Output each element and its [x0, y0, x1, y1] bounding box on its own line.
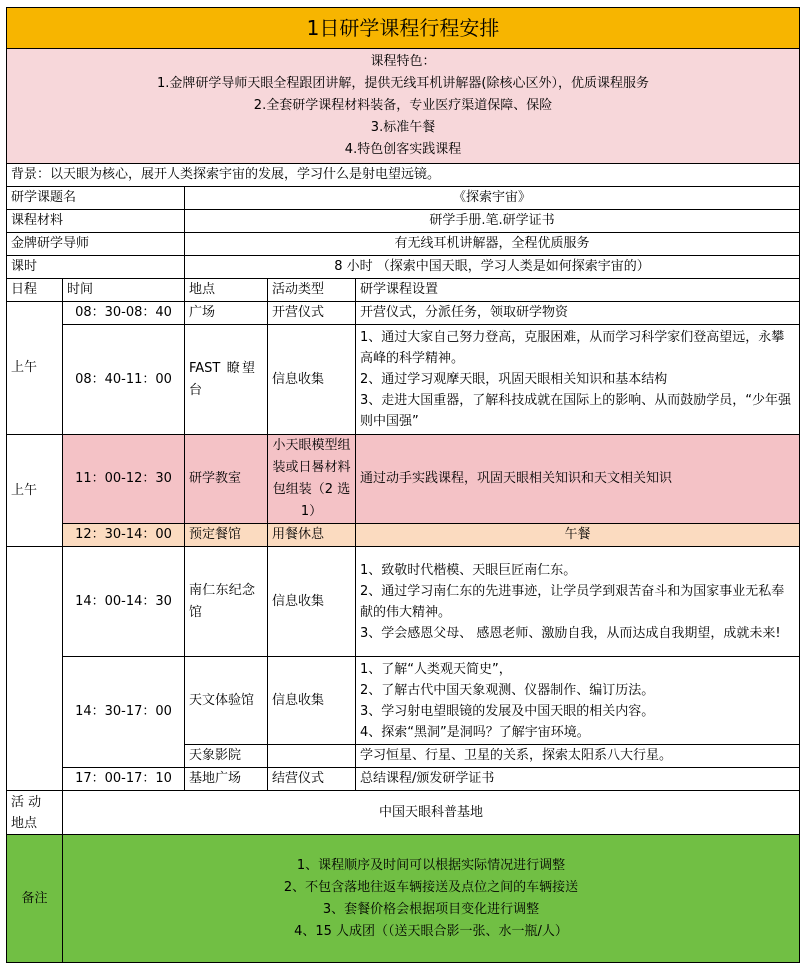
section-morning: 上午: [7, 435, 63, 547]
type-cell: 信息收集: [268, 657, 356, 745]
type-cell: 信息收集: [268, 547, 356, 657]
note-item: 4、15 人成团（（送天眼合影一张、水一瓶/人）: [294, 923, 568, 939]
header-row: [7, 279, 800, 302]
notes-row: [7, 835, 800, 963]
content-cell: [356, 657, 800, 745]
page-title: 1日研学课程行程安排: [7, 8, 800, 49]
place-cell: [185, 547, 268, 657]
feature-item: 3.标准午餐: [370, 120, 436, 135]
time-cell: 14：00-14：30: [63, 547, 185, 657]
time-cell: 11：00-12：30: [63, 435, 185, 524]
place-cell: 研学教室: [185, 435, 268, 524]
place-cell: 天象影院: [185, 745, 268, 768]
type-cell: 小天眼模型组装或日晷材料包组装（2 选 1）: [268, 435, 356, 524]
table-row: [7, 435, 800, 524]
content-cell: 午餐: [356, 524, 800, 547]
content-cell: 开营仪式，分派任务，领取研学物资: [356, 302, 800, 325]
header-place: 地点: [185, 279, 268, 302]
table-row: [7, 302, 800, 325]
feature-item: 4.特色创客实践课程: [344, 142, 462, 157]
content-line: 3、走进大国重器，了解科技成就在国际上的影响、从而鼓励学员，“少年强则中国强”: [360, 393, 792, 429]
info-label: 金牌研学导师: [7, 233, 185, 256]
content-line: 1、了解“人类观天简史”，: [360, 661, 512, 677]
info-value: 《探索宇宙》: [185, 187, 800, 210]
place-text: FAST 瞭望台: [189, 360, 255, 398]
note-item: 3、套餐价格会根据项目变化进行调整: [322, 901, 540, 917]
content-line: 3、学会感恩父母、 感恩老师、激励自我，从而达成自我期望，成就未来!: [360, 625, 781, 641]
course-features: [7, 49, 800, 164]
type-cell: 结营仪式: [268, 768, 356, 791]
type-cell: 开营仪式: [268, 302, 356, 325]
place-cell: 广场: [185, 302, 268, 325]
table-row: [7, 768, 800, 791]
header-type: 活动类型: [268, 279, 356, 302]
header-time: 时间: [63, 279, 185, 302]
schedule-table: [6, 7, 800, 963]
time-cell: 17：00-17：10: [63, 768, 185, 791]
info-label: 研学课题名: [7, 187, 185, 210]
place-cell: 基地广场: [185, 768, 268, 791]
content-cell: [356, 547, 800, 657]
content-cell: 通过动手实践课程，巩固天眼相关知识和天文相关知识: [356, 435, 800, 524]
place-cell: 预定餐馆: [185, 524, 268, 547]
time-cell: 08：30-08：40: [63, 302, 185, 325]
venue-value: 中国天眼科普基地: [63, 791, 800, 835]
info-value: 8 小时 （探索中国天眼，学习人类是如何探索宇宙的）: [185, 256, 800, 279]
venue-row: [7, 791, 800, 835]
venue-label: 活 动 地点: [7, 791, 63, 835]
time-cell: 12：30-14：00: [63, 524, 185, 547]
type-cell: 信息收集: [268, 325, 356, 435]
info-label: 课时: [7, 256, 185, 279]
type-cell: [268, 745, 356, 768]
content-cell: 学习恒星、行星、卫星的关系，探索太阳系八大行星。: [356, 745, 800, 768]
table-row: [7, 657, 800, 745]
info-label: 课程材料: [7, 210, 185, 233]
content-line: 3、学习射电望眼镜的发展及中国天眼的相关内容。: [360, 703, 655, 719]
notes-content: [63, 835, 800, 963]
notes-label: 备注: [7, 835, 63, 963]
note-item: 1、课程顺序及时间可以根据实际情况进行调整: [296, 857, 566, 873]
table-row: [7, 325, 800, 435]
background-text: 背景：以天眼为核心，展开人类探索宇宙的发展，学习什么是射电望远镜。: [7, 164, 800, 187]
section-morning: 上午: [7, 302, 63, 435]
table-row: [7, 547, 800, 657]
content-line: 1、致敬时代楷模、天眼巨匠南仁东。: [360, 562, 577, 578]
note-item: 2、不包含落地往返车辆接送及点位之间的车辆接送: [283, 879, 579, 895]
place-text: 天文体验馆: [189, 692, 255, 708]
content-cell: 总结课程/颁发研学证书: [356, 768, 800, 791]
content-line: 4、探索“黑洞”是洞吗？了解宇宙环境。: [360, 724, 590, 740]
place-cell: [185, 657, 268, 745]
place-cell: [185, 325, 268, 435]
place-text: 南仁东纪念馆: [189, 582, 255, 620]
type-cell: 用餐休息: [268, 524, 356, 547]
table-row: [7, 524, 800, 547]
content-line: 2、了解古代中国天象观测、仪器制作、编订历法。: [360, 682, 655, 698]
header-content: 研学课程设置: [356, 279, 800, 302]
features-heading: 课程特色：: [370, 54, 436, 69]
info-value: 有无线耳机讲解器，全程优质服务: [185, 233, 800, 256]
content-line: 2、通过学习观摩天眼，巩固天眼相关知识和基本结构: [360, 372, 668, 387]
header-day: 日程: [7, 279, 63, 302]
content-line: 1、通过大家自己努力登高，克服困难，从而学习科学家们登高望远，永攀高峰的科学精神。: [360, 330, 785, 366]
content-line: 2、通过学习南仁东的先进事迹，让学员学到艰苦奋斗和为国家事业无私奉献的伟大精神。: [360, 583, 785, 620]
time-cell: 14：30-17：00: [63, 657, 185, 768]
section-afternoon: [7, 547, 63, 791]
info-value: 研学手册.笔.研学证书: [185, 210, 800, 233]
feature-item: 2.全套研学课程材料装备，专业医疗渠道保障、保险: [253, 98, 553, 113]
time-cell: 08：40-11：00: [63, 325, 185, 435]
feature-item: 1.金牌研学导师天眼全程跟团讲解，提供无线耳机讲解器(除核心区外），优质课程服务: [157, 76, 649, 91]
content-cell: [356, 325, 800, 435]
